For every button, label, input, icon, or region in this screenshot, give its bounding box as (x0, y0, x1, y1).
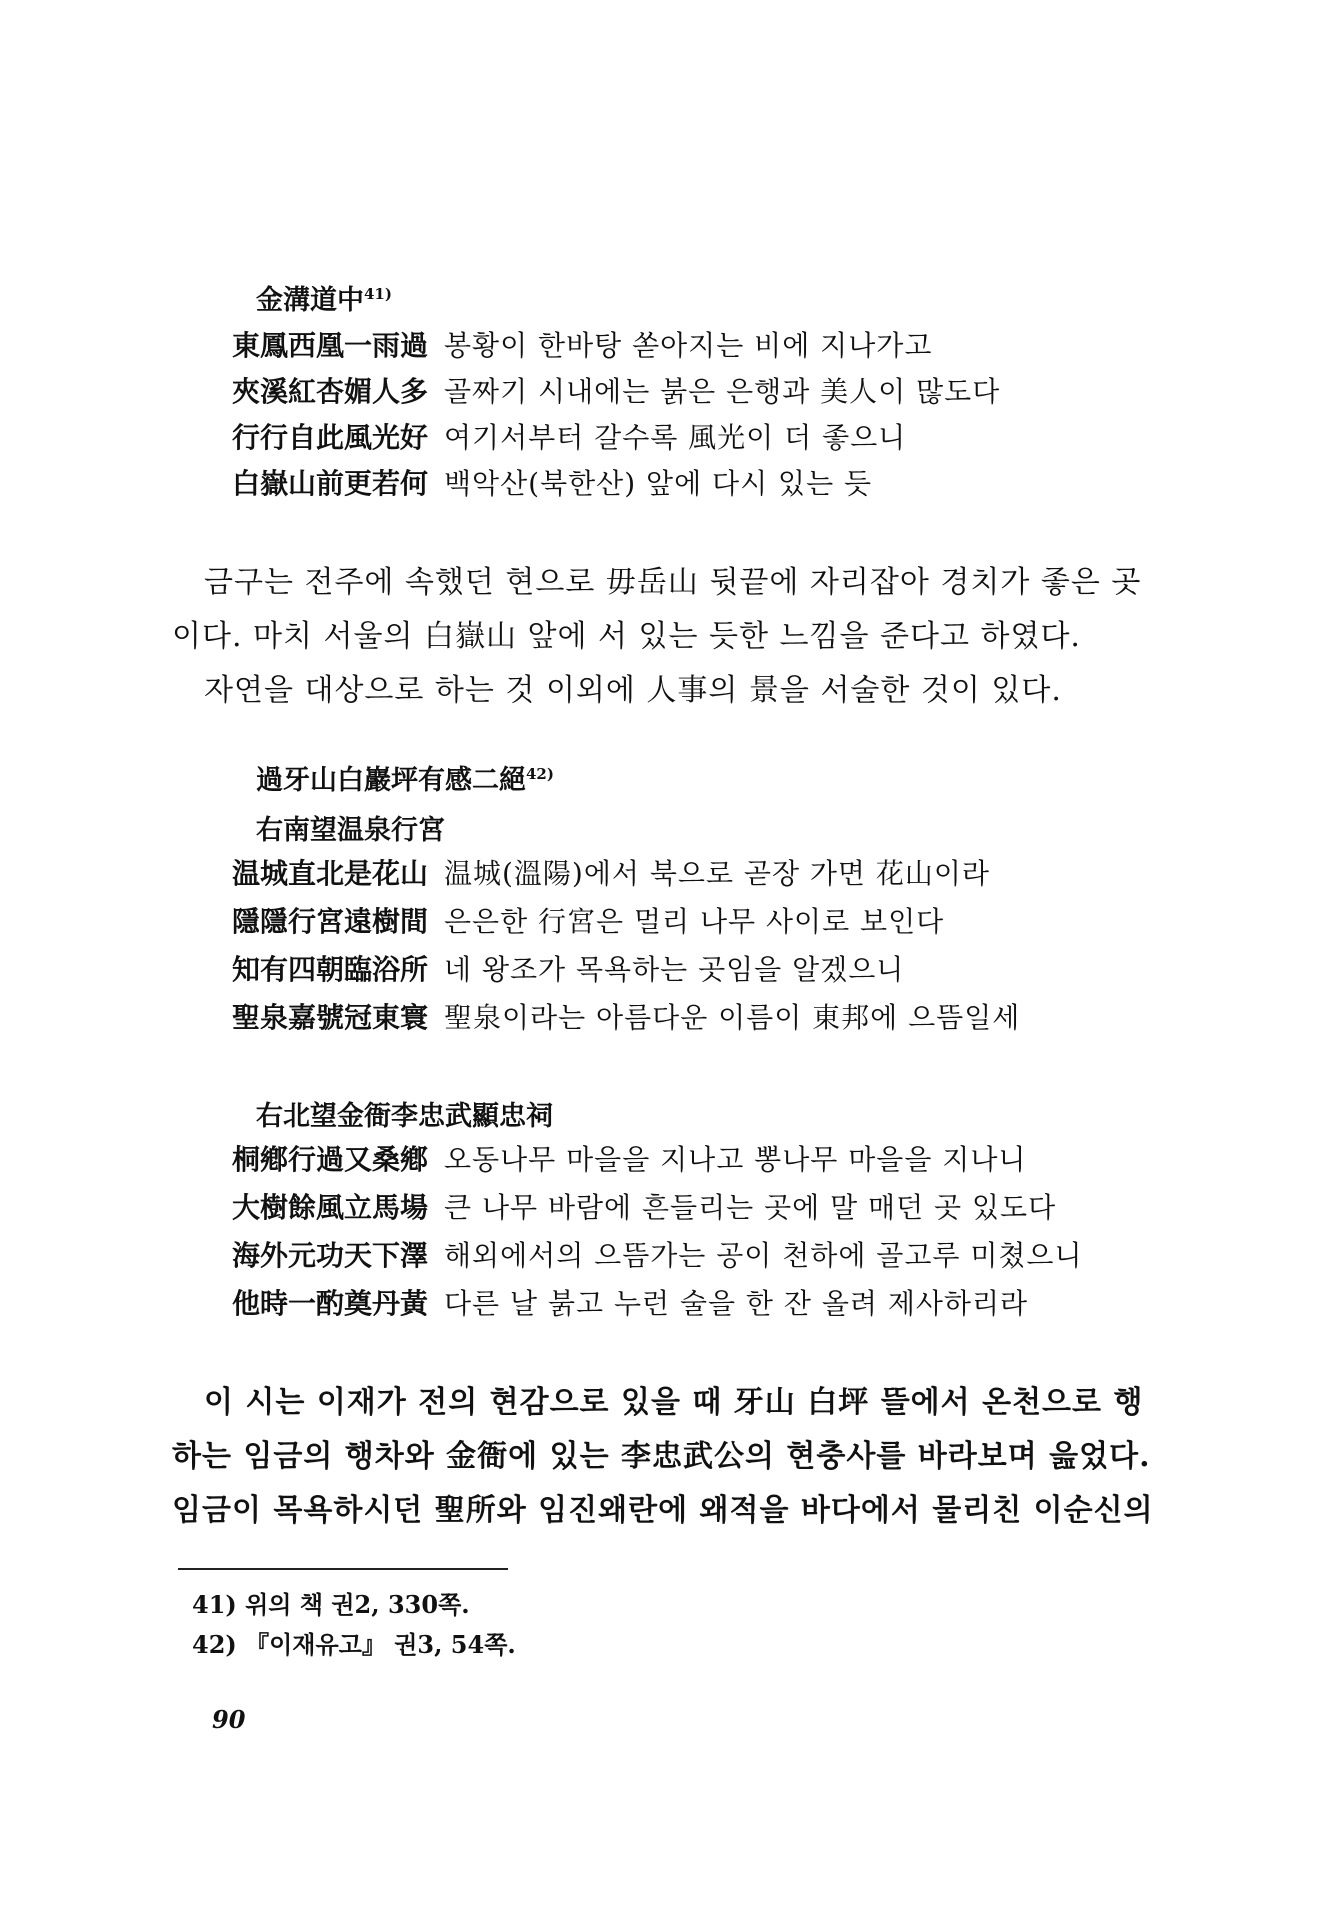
poem-line-hanja: 隱隱行宮遠樹間 (232, 905, 429, 938)
poem-line-korean: 은은한 行宮은 멀리 나무 사이로 보인다 (444, 905, 945, 938)
poem-line (232, 998, 1020, 1038)
poem-line-hanja: 海外元功天下澤 (232, 1239, 429, 1272)
poem-line (232, 1140, 1026, 1180)
poem-line-hanja: 東鳳西凰一雨過 (232, 329, 429, 362)
paragraph-line: 자연을 대상으로 하는 것 이외에 人事의 景을 서술한 것이 있다. (204, 673, 1062, 708)
poem-line-korean: 오동나무 마을을 지나고 뽕나무 마을을 지나니 (444, 1143, 1027, 1176)
poem-line-hanja: 聖泉嘉號冠東寰 (232, 1001, 429, 1034)
poem-line (232, 854, 990, 894)
poem-line (232, 326, 932, 366)
footnote: 41) 위의 책 권2, 330쪽. (192, 1590, 470, 1619)
poem-line-korean: 봉황이 한바탕 쏟아지는 비에 지나가고 (444, 329, 933, 362)
poem-line-korean: 백악산(북한산) 앞에 다시 있는 듯 (444, 467, 873, 500)
paragraph-line: 임금이 목욕하시던 聖所와 임진왜란에 왜적을 바다에서 물리친 이순신의 (172, 1493, 1154, 1528)
paragraph-line: 하는 임금의 행차와 金衙에 있는 李忠武公의 현충사를 바라보며 읊었다. (172, 1439, 1151, 1474)
paragraph-line: 이 시는 이재가 전의 현감으로 있을 때 牙山 白坪 뜰에서 온천으로 행 (204, 1385, 1144, 1420)
poem-line-korean: 聖泉이라는 아름다운 이름이 東邦에 으뜸일세 (444, 1001, 1021, 1034)
poem-line-hanja: 知有四朝臨浴所 (232, 953, 429, 986)
poem-line-korean: 큰 나무 바람에 흔들리는 곳에 말 매던 곳 있도다 (444, 1191, 1057, 1224)
footnote-divider (178, 1568, 508, 1570)
footnote-ref: 41) (364, 285, 392, 303)
poem-title (256, 758, 554, 797)
poem-line-hanja: 白嶽山前更若何 (232, 467, 429, 500)
poem-line-korean: 다른 날 붉고 누런 술을 한 잔 올려 제사하리라 (444, 1287, 1029, 1320)
poem-line (232, 1188, 1056, 1228)
poem-subtitle: 右南望温泉行宮 (256, 815, 445, 846)
poem-line (232, 902, 944, 942)
poem-line-hanja: 他時一酌奠丹黃 (232, 1287, 429, 1320)
poem-line-hanja: 温城直北是花山 (232, 857, 429, 890)
poem-subtitle: 右北望金衙李忠武顯忠祠 (256, 1101, 553, 1132)
poem-line-hanja: 桐鄕行過又桑鄕 (232, 1143, 429, 1176)
paragraph-line: 이다. 마치 서울의 白嶽山 앞에 서 있는 듯한 느낌을 준다고 하였다. (172, 619, 1081, 654)
poem-line-korean: 골짜기 시내에는 붉은 은행과 美人이 많도다 (444, 375, 1001, 408)
poem-line-hanja: 行行自此風光好 (232, 421, 429, 454)
footnote-ref: 42) (526, 765, 554, 783)
poem-title-text: 過牙山白巖坪有感二絕 (256, 765, 526, 796)
poem-line (232, 372, 1000, 412)
paragraph-line: 금구는 전주에 속했던 현으로 毋岳山 뒷끝에 자리잡아 경치가 좋은 곳 (204, 565, 1142, 600)
poem-line (232, 464, 872, 504)
poem-line (232, 1284, 1028, 1324)
poem-line-korean: 해외에서의 으뜸가는 공이 천하에 골고루 미쳤으니 (444, 1239, 1083, 1272)
poem-line-korean: 네 왕조가 목욕하는 곳임을 알겠으니 (444, 953, 905, 986)
poem-line (232, 1236, 1083, 1276)
poem-line-hanja: 夾溪紅杏媚人多 (232, 375, 429, 408)
footnote: 42) 『이재유고』 권3, 54쪽. (192, 1630, 516, 1659)
page-number: 90 (212, 1705, 246, 1734)
poem-line-korean: 温城(溫陽)에서 북으로 곧장 가면 花山이라 (444, 857, 990, 890)
poem-line (232, 950, 904, 990)
poem-line-korean: 여기서부터 갈수록 風光이 더 좋으니 (444, 421, 907, 454)
poem-line-hanja: 大樹餘風立馬場 (232, 1191, 429, 1224)
poem-line (232, 418, 906, 458)
poem-title (256, 278, 392, 317)
poem-title-text: 金溝道中 (256, 285, 364, 316)
